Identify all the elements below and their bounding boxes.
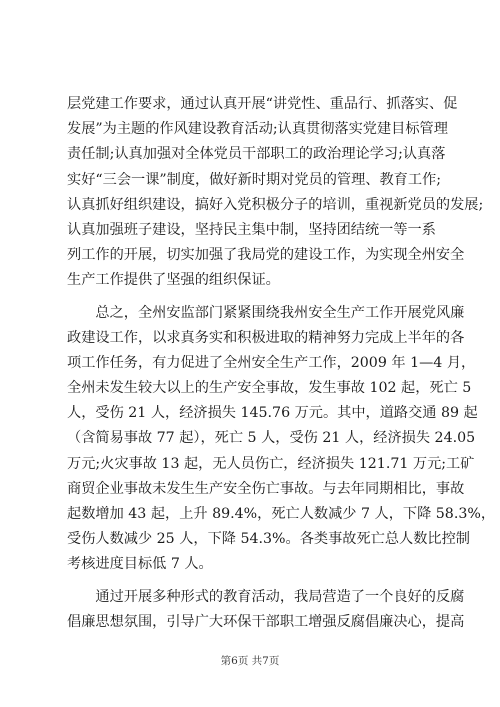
text-line: 万元;火灾事故 13 起，无人员伤亡，经济损失 121.71 万元;工矿	[67, 455, 475, 472]
text-line: 考核进度目标低 7 人。	[67, 556, 213, 573]
text-line: （含简易事故 77 起），死亡 5 人，受伤 21 人，经济损失 24.05	[67, 430, 476, 447]
text-line: 项工作任务，有力促进了全州安全生产工作，2009 年 1—4 月，	[67, 354, 476, 371]
text-line: 层党建工作要求，通过认真开展“讲党性、重品行、抓落实、促	[67, 96, 458, 112]
paragraph	[67, 585, 465, 635]
page-footer: 第6页 共7页	[220, 655, 280, 667]
text-line: 责任制;认真加强对全体党员干部职工的政治理论学习;认真落	[67, 146, 446, 163]
text-line: 生产工作提供了坚强的组织保证。	[67, 272, 280, 289]
paragraph-gap	[67, 578, 437, 585]
paragraph	[67, 92, 484, 294]
paragraph	[67, 301, 496, 578]
text-line: 认真加强班子建设，坚持民主集中制，坚持团结统一等一系	[67, 221, 436, 238]
text-line: 受伤人数减少 25 人，下降 54.3%。各类事故死亡总人数比控制	[67, 531, 470, 548]
text-line: 商贸企业事故未发生生产安全伤亡事故。与去年同期相比，事故	[67, 480, 465, 497]
text-line: 倡廉思想氛围，引导广大环保干部职工增强反腐倡廉决心，提高	[67, 613, 465, 630]
text-line: 列工作的开展，切实加强了我局党的建设工作，为实现全州安全	[67, 247, 465, 264]
text-line: 人，受伤 21 人，经济损失 145.76 万元。其中，道路交通 89 起	[67, 405, 478, 422]
text-line: 全州未发生较大以上的生产安全事故，发生事故 102 起，死亡 5	[67, 380, 472, 397]
body-text	[67, 92, 496, 635]
text-line: 起数增加 43 起，上升 89.4%，死亡人数减少 7 人，下降 58.3%，	[67, 506, 496, 522]
text-line: 认真抓好组织建设，搞好入党积极分子的培训，重视新党员的发展;	[67, 196, 484, 213]
text-line: 发展”为主题的作风建设教育活动;认真贯彻落实党建目标管理	[67, 121, 448, 138]
text-line: 通过开展多种形式的教育活动，我局营造了一个良好的反腐	[67, 588, 465, 605]
text-line: 政建设工作，以求真务实和积极进取的精神努力完成上半年的各	[67, 329, 465, 346]
paragraph-gap	[67, 294, 437, 301]
text-line: 实好“三会一课”制度，做好新时期对党员的管理、教育工作;	[67, 171, 441, 188]
text-line: 总之，全州安监部门紧紧围绕我州安全生产工作开展党风廉	[67, 304, 465, 321]
